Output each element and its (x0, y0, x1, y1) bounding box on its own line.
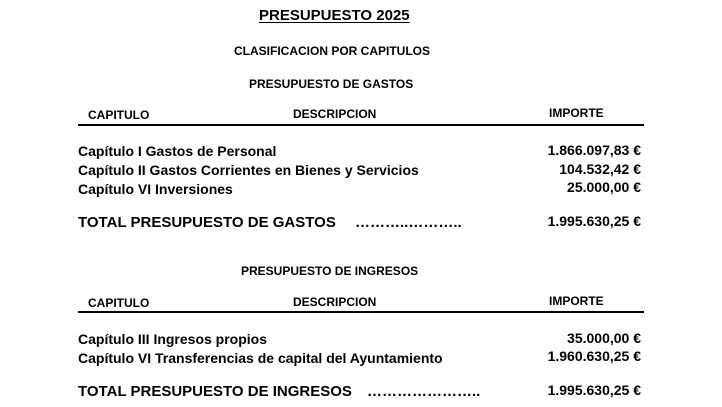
gastos-row-2-amount: 104.532,42 € (559, 161, 641, 177)
ingresos-heading: PRESUPUESTO DE INGRESOS (241, 264, 419, 278)
gastos-row-1-label: Capítulo I Gastos de Personal (78, 143, 277, 159)
ingresos-column-importe: IMPORTE (549, 294, 604, 308)
ingresos-total-label: TOTAL PRESUPUESTO DE INGRESOS (78, 383, 352, 400)
ingresos-total-amount: 1.995.630,25 € (547, 382, 641, 398)
ingresos-column-capitulo: CAPITULO (88, 296, 150, 310)
gastos-column-importe: IMPORTE (549, 106, 604, 120)
document-title: PRESUPUESTO 2025 (259, 7, 410, 24)
document-subtitle: CLASIFICACION POR CAPITULOS (234, 44, 431, 58)
ingresos-column-descripcion: DESCRIPCION (293, 295, 377, 309)
ingresos-row-1-amount: 35.000,00 € (567, 330, 641, 346)
gastos-heading: PRESUPUESTO DE GASTOS (249, 77, 414, 91)
ingresos-row-2-label: Capítulo VI Transferencias de capital del Ayuntamiento (78, 350, 443, 366)
gastos-column-capitulo: CAPITULO (88, 108, 150, 122)
ingresos-row-1-label: Capítulo III Ingresos propios (78, 331, 268, 347)
gastos-row-3-amount: 25.000,00 € (567, 179, 641, 195)
gastos-row-1-amount: 1.866.097,83 € (547, 142, 641, 158)
ingresos-total-dots: ………………….. (367, 383, 481, 400)
gastos-total-dots: ………..……….. (355, 214, 462, 231)
gastos-header-rule (78, 124, 644, 126)
gastos-total-label: TOTAL PRESUPUESTO DE GASTOS (78, 214, 336, 231)
gastos-total-amount: 1.995.630,25 € (547, 213, 641, 229)
gastos-column-descripcion: DESCRIPCION (293, 107, 377, 121)
gastos-row-2-label: Capítulo II Gastos Corrientes en Bienes y Servicios (78, 162, 419, 178)
ingresos-row-2-amount: 1.960.630,25 € (547, 348, 641, 364)
ingresos-header-rule (78, 311, 644, 313)
gastos-row-3-label: Capítulo VI Inversiones (78, 181, 233, 197)
